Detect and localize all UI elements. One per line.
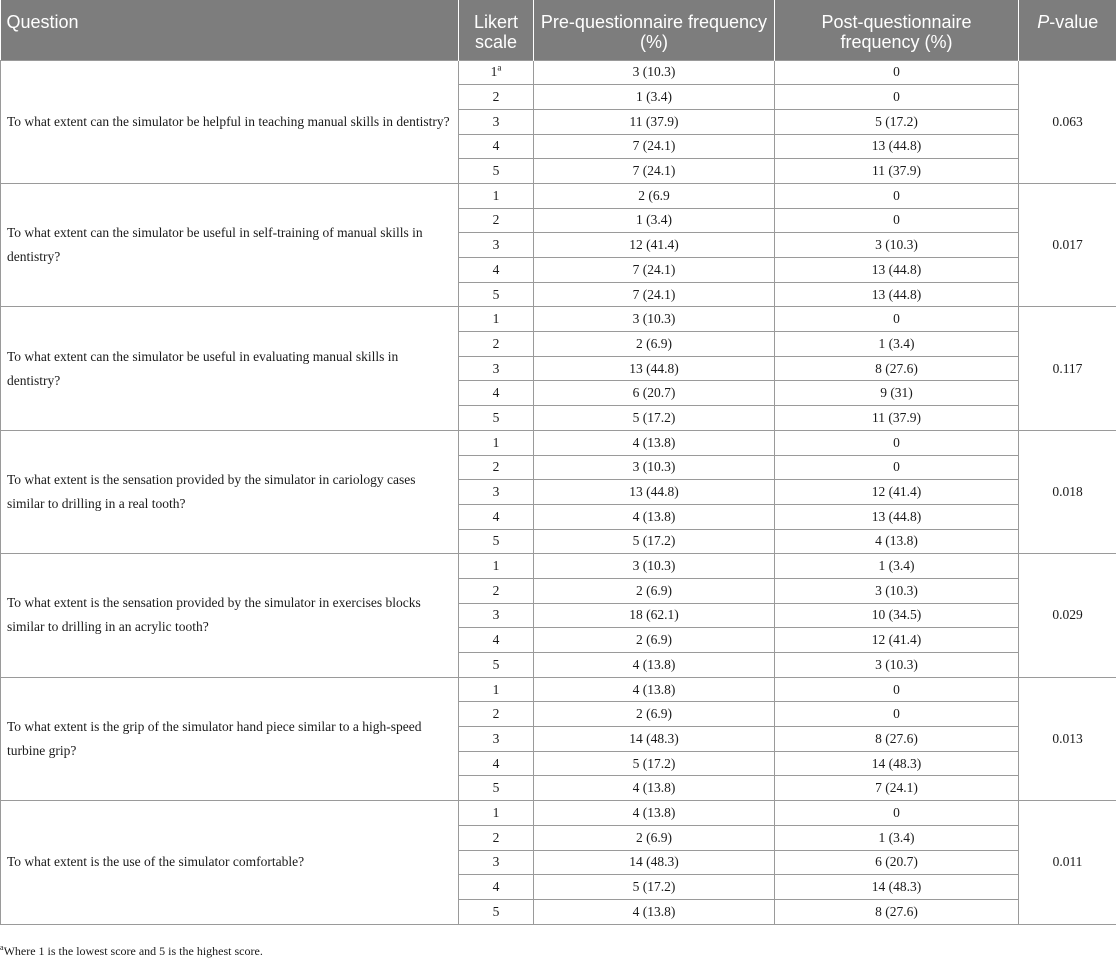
- likert-cell: [459, 406, 534, 431]
- likert-value: 5: [492, 286, 500, 302]
- likert-cell: [459, 85, 534, 110]
- likert-value: 3: [492, 730, 500, 746]
- question-cell: To what extent can the simulator be useful in evaluating manual skills in dentistry?: [1, 307, 459, 430]
- likert-cell: [459, 356, 534, 381]
- pre-frequency-cell: 4 (13.8): [534, 801, 775, 826]
- post-frequency-cell: 3 (10.3): [775, 233, 1019, 258]
- likert-value: 5: [492, 903, 500, 919]
- pre-frequency-cell: 4 (13.8): [534, 677, 775, 702]
- p-value-cell: 0.117: [1019, 307, 1116, 430]
- p-value-cell: 0.018: [1019, 430, 1116, 553]
- likert-value: 1: [492, 804, 500, 820]
- pre-frequency-cell: 2 (6.9): [534, 702, 775, 727]
- likert-cell: [459, 504, 534, 529]
- likert-cell: [459, 134, 534, 159]
- likert-cell: [459, 208, 534, 233]
- post-frequency-cell: 1 (3.4): [775, 825, 1019, 850]
- likert-value: 5: [492, 533, 500, 549]
- footnote-text: Where 1 is the lowest score and 5 is the highest score.: [3, 944, 263, 958]
- likert-cell: [459, 60, 534, 85]
- likert-value: 4: [492, 879, 500, 895]
- footnote-marker: a: [0, 943, 4, 952]
- pre-frequency-cell: 5 (17.2): [534, 875, 775, 900]
- question-cell: To what extent is the grip of the simulator hand piece similar to a high-speed turbine grip?: [1, 677, 459, 800]
- likert-value: 3: [492, 607, 500, 623]
- likert-value: 2: [492, 829, 500, 845]
- pre-frequency-cell: 2 (6.9): [534, 825, 775, 850]
- likert-cell: [459, 307, 534, 332]
- post-frequency-cell: 0: [775, 702, 1019, 727]
- pre-frequency-cell: 3 (10.3): [534, 455, 775, 480]
- likert-cell: [459, 677, 534, 702]
- header-likert-scale: Likert scale: [459, 0, 534, 60]
- pre-frequency-cell: 6 (20.7): [534, 381, 775, 406]
- question-cell: To what extent can the simulator be useful in self-training of manual skills in dentistry?: [1, 183, 459, 306]
- likert-cell: [459, 825, 534, 850]
- pre-frequency-cell: 2 (6.9): [534, 628, 775, 653]
- likert-value: 2: [492, 212, 500, 228]
- post-frequency-cell: 1 (3.4): [775, 554, 1019, 579]
- likert-value: 4: [492, 755, 500, 771]
- likert-value: 4: [492, 632, 500, 648]
- post-frequency-cell: 14 (48.3): [775, 875, 1019, 900]
- pre-frequency-cell: 11 (37.9): [534, 109, 775, 134]
- post-frequency-cell: 0: [775, 455, 1019, 480]
- likert-value: 3: [492, 113, 500, 129]
- post-frequency-cell: 0: [775, 60, 1019, 85]
- post-frequency-cell: 13 (44.8): [775, 504, 1019, 529]
- table-body: [1, 60, 1116, 924]
- likert-value: 4: [492, 261, 500, 277]
- pre-frequency-cell: 5 (17.2): [534, 751, 775, 776]
- table-row: [1, 554, 1116, 579]
- p-value-cell: 0.029: [1019, 554, 1116, 677]
- post-frequency-cell: 14 (48.3): [775, 751, 1019, 776]
- pre-frequency-cell: 7 (24.1): [534, 134, 775, 159]
- post-frequency-cell: 8 (27.6): [775, 356, 1019, 381]
- likert-value: 4: [492, 385, 500, 401]
- pre-frequency-cell: 14 (48.3): [534, 850, 775, 875]
- post-frequency-cell: 3 (10.3): [775, 653, 1019, 678]
- likert-value: 1: [492, 311, 500, 327]
- post-frequency-cell: 0: [775, 183, 1019, 208]
- likert-cell: [459, 430, 534, 455]
- likert-cell: [459, 159, 534, 184]
- post-frequency-cell: 8 (27.6): [775, 899, 1019, 924]
- likert-cell: [459, 899, 534, 924]
- likert-cell: [459, 233, 534, 258]
- likert-cell: [459, 653, 534, 678]
- likert-value: 2: [492, 459, 500, 475]
- post-frequency-cell: 5 (17.2): [775, 109, 1019, 134]
- likert-cell: [459, 578, 534, 603]
- likert-value: 2: [492, 89, 500, 105]
- post-frequency-cell: 10 (34.5): [775, 603, 1019, 628]
- likert-value: 4: [492, 508, 500, 524]
- likert-value: 5: [492, 780, 500, 796]
- likert-cell: [459, 183, 534, 208]
- header-p-italic: P: [1037, 12, 1050, 32]
- footnote-reference: a: [497, 62, 502, 73]
- likert-cell: [459, 282, 534, 307]
- header-p-value: [1019, 0, 1116, 60]
- likert-cell: [459, 258, 534, 283]
- pre-frequency-cell: 4 (13.8): [534, 776, 775, 801]
- likert-value: 5: [492, 409, 500, 425]
- pre-frequency-cell: 2 (6.9): [534, 578, 775, 603]
- table-row: [1, 430, 1116, 455]
- likert-cell: [459, 455, 534, 480]
- likert-cell: [459, 751, 534, 776]
- likert-value: 3: [492, 854, 500, 870]
- table-footnote: [0, 944, 263, 959]
- likert-value: 1: [490, 64, 498, 80]
- pre-frequency-cell: 7 (24.1): [534, 258, 775, 283]
- p-value-cell: 0.013: [1019, 677, 1116, 800]
- table-header-row: [1, 0, 1116, 60]
- likert-cell: [459, 381, 534, 406]
- pre-frequency-cell: 12 (41.4): [534, 233, 775, 258]
- likert-cell: [459, 702, 534, 727]
- pre-frequency-cell: 14 (48.3): [534, 727, 775, 752]
- likert-cell: [459, 109, 534, 134]
- post-frequency-cell: 7 (24.1): [775, 776, 1019, 801]
- likert-value: 3: [492, 237, 500, 253]
- pre-frequency-cell: 4 (13.8): [534, 899, 775, 924]
- pre-frequency-cell: 4 (13.8): [534, 504, 775, 529]
- likert-value: 2: [492, 335, 500, 351]
- header-post-questionnaire: Post-questionnaire frequency (%): [775, 0, 1019, 60]
- post-frequency-cell: 0: [775, 801, 1019, 826]
- table-row: [1, 60, 1116, 85]
- pre-frequency-cell: 4 (13.8): [534, 430, 775, 455]
- likert-cell: [459, 875, 534, 900]
- pre-frequency-cell: 2 (6.9: [534, 183, 775, 208]
- likert-value: 2: [492, 582, 500, 598]
- post-frequency-cell: 12 (41.4): [775, 480, 1019, 505]
- post-frequency-cell: 0: [775, 85, 1019, 110]
- likert-cell: [459, 801, 534, 826]
- likert-value: 2: [492, 706, 500, 722]
- likert-value: 5: [492, 163, 500, 179]
- post-frequency-cell: 0: [775, 677, 1019, 702]
- pre-frequency-cell: 3 (10.3): [534, 554, 775, 579]
- table-row: [1, 307, 1116, 332]
- post-frequency-cell: 0: [775, 208, 1019, 233]
- likert-value: 1: [492, 187, 500, 203]
- pre-frequency-cell: 7 (24.1): [534, 282, 775, 307]
- table-row: [1, 183, 1116, 208]
- post-frequency-cell: 8 (27.6): [775, 727, 1019, 752]
- likert-value: 3: [492, 484, 500, 500]
- question-cell: To what extent can the simulator be helpful in teaching manual skills in dentistry?: [1, 60, 459, 183]
- p-value-cell: 0.011: [1019, 801, 1116, 924]
- likert-cell: [459, 850, 534, 875]
- pre-frequency-cell: 3 (10.3): [534, 307, 775, 332]
- post-frequency-cell: 13 (44.8): [775, 282, 1019, 307]
- p-value-cell: 0.017: [1019, 183, 1116, 306]
- pre-frequency-cell: 13 (44.8): [534, 356, 775, 381]
- likert-value: 1: [492, 558, 500, 574]
- likert-cell: [459, 776, 534, 801]
- post-frequency-cell: 4 (13.8): [775, 529, 1019, 554]
- post-frequency-cell: 6 (20.7): [775, 850, 1019, 875]
- pre-frequency-cell: 1 (3.4): [534, 208, 775, 233]
- post-frequency-cell: 0: [775, 307, 1019, 332]
- pre-frequency-cell: 7 (24.1): [534, 159, 775, 184]
- post-frequency-cell: 0: [775, 430, 1019, 455]
- table-row: [1, 801, 1116, 826]
- pre-frequency-cell: 3 (10.3): [534, 60, 775, 85]
- pre-frequency-cell: 2 (6.9): [534, 332, 775, 357]
- post-frequency-cell: 9 (31): [775, 381, 1019, 406]
- pre-frequency-cell: 5 (17.2): [534, 529, 775, 554]
- likert-value: 3: [492, 360, 500, 376]
- post-frequency-cell: 12 (41.4): [775, 628, 1019, 653]
- likert-cell: [459, 727, 534, 752]
- likert-cell: [459, 332, 534, 357]
- pre-frequency-cell: 4 (13.8): [534, 653, 775, 678]
- likert-cell: [459, 480, 534, 505]
- question-cell: To what extent is the sensation provided by the simulator in cariology cases similar to drilling in a real tooth?: [1, 430, 459, 553]
- likert-cell: [459, 529, 534, 554]
- pre-frequency-cell: 13 (44.8): [534, 480, 775, 505]
- pre-frequency-cell: 18 (62.1): [534, 603, 775, 628]
- likert-value: 4: [492, 138, 500, 154]
- post-frequency-cell: 3 (10.3): [775, 578, 1019, 603]
- post-frequency-cell: 11 (37.9): [775, 406, 1019, 431]
- pre-frequency-cell: 1 (3.4): [534, 85, 775, 110]
- likert-cell: [459, 603, 534, 628]
- post-frequency-cell: 13 (44.8): [775, 258, 1019, 283]
- question-cell: To what extent is the use of the simulator comfortable?: [1, 801, 459, 924]
- likert-value: 5: [492, 656, 500, 672]
- likert-value: 1: [492, 434, 500, 450]
- question-cell: To what extent is the sensation provided by the simulator in exercises blocks similar to drilling in an acrylic tooth?: [1, 554, 459, 677]
- header-p-suffix: -value: [1049, 12, 1099, 32]
- post-frequency-cell: 13 (44.8): [775, 134, 1019, 159]
- header-pre-questionnaire: Pre-questionnaire frequency (%): [534, 0, 775, 60]
- header-question: Question: [1, 0, 459, 60]
- p-value-cell: 0.063: [1019, 60, 1116, 183]
- table-row: [1, 677, 1116, 702]
- likert-value: 1: [492, 681, 500, 697]
- pre-frequency-cell: 5 (17.2): [534, 406, 775, 431]
- post-frequency-cell: 1 (3.4): [775, 332, 1019, 357]
- likert-cell: [459, 554, 534, 579]
- likert-cell: [459, 628, 534, 653]
- post-frequency-cell: 11 (37.9): [775, 159, 1019, 184]
